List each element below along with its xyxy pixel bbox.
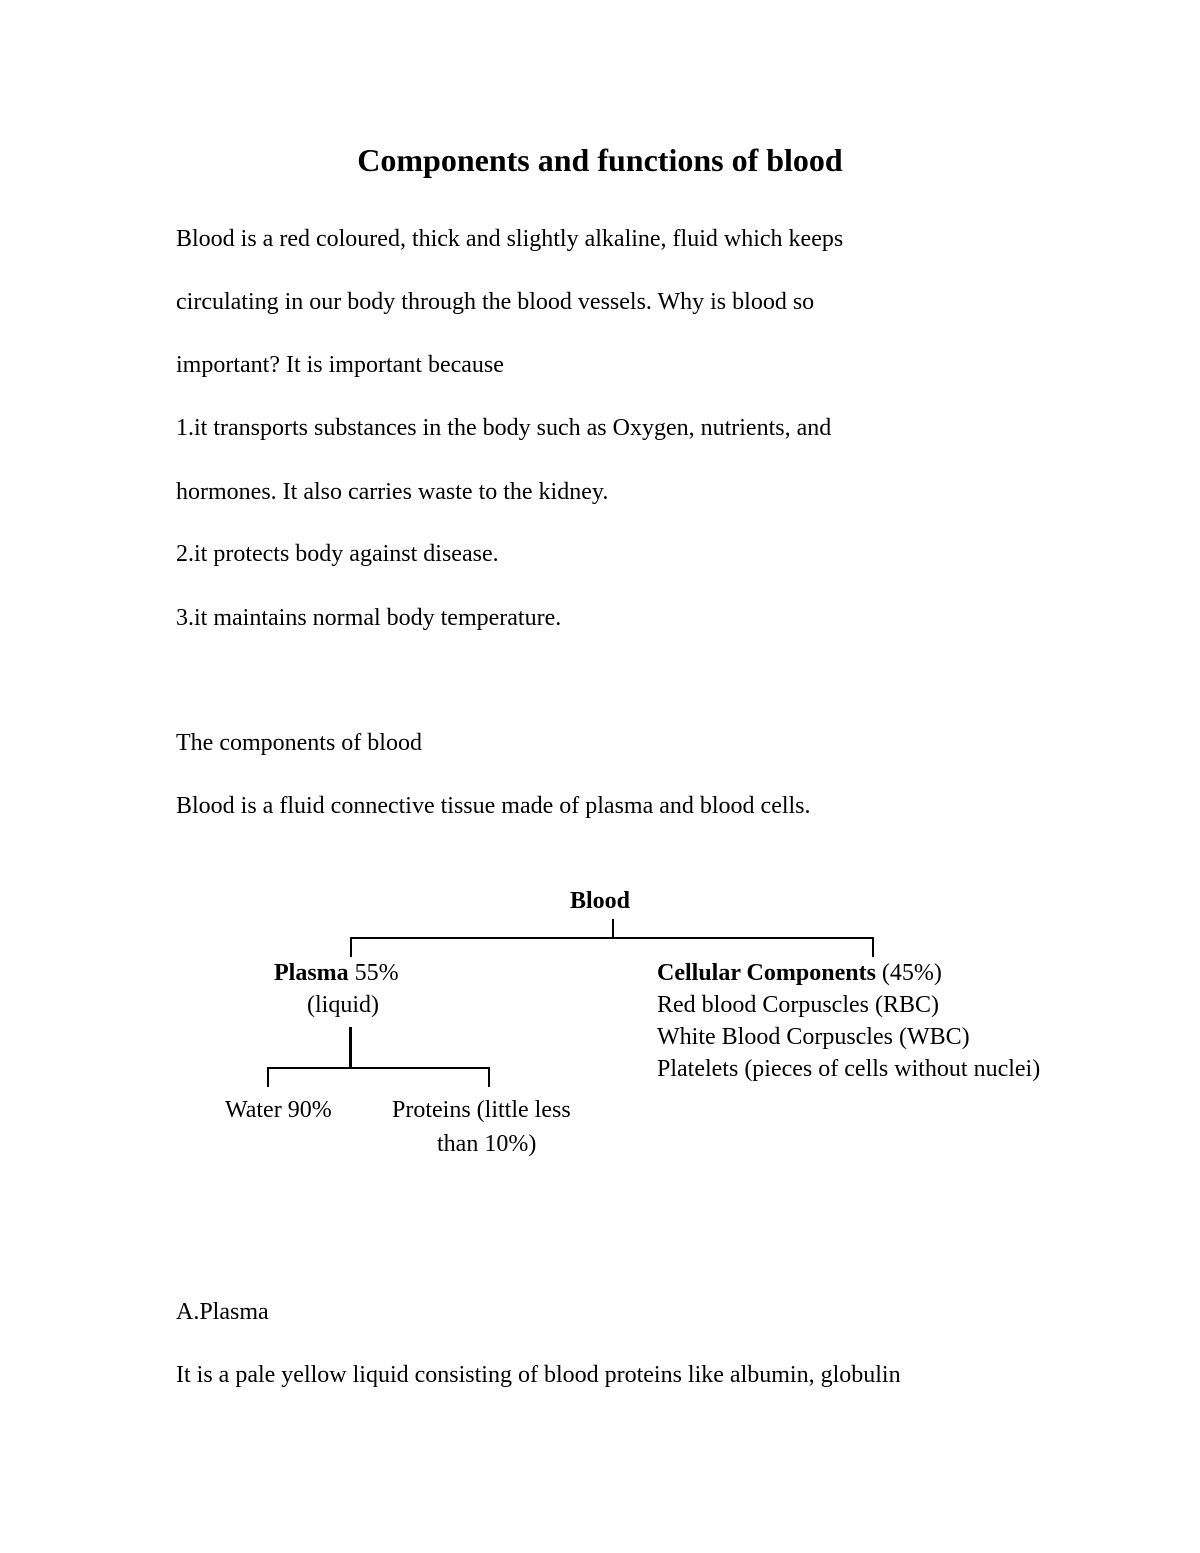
root-stem-line bbox=[612, 919, 614, 938]
cellular-percent: (45%) bbox=[875, 960, 942, 986]
plasma-drop-line bbox=[350, 937, 352, 957]
root-branch-line bbox=[350, 937, 874, 939]
section-a-heading: A.Plasma bbox=[176, 1299, 269, 1325]
plasma-branch-line bbox=[267, 1067, 490, 1069]
cellular-label: Cellular Components bbox=[657, 960, 876, 986]
diagram-root-blood: Blood bbox=[570, 888, 631, 914]
intro-line-6: 2.it protects body against disease. bbox=[176, 541, 499, 567]
proteins-drop-line bbox=[488, 1067, 490, 1087]
plasma-label: Plasma bbox=[274, 960, 349, 986]
blood-components-diagram bbox=[0, 870, 1200, 1180]
components-heading: The components of blood bbox=[176, 730, 422, 756]
plasma-node bbox=[274, 957, 399, 989]
section-a-text: It is a pale yellow liquid consisting of blood proteins like albumin, globulin bbox=[176, 1362, 901, 1388]
plasma-percent: 55% bbox=[348, 960, 399, 986]
intro-line-1: Blood is a red coloured, thick and slightly alkaline, fluid which keeps bbox=[176, 226, 844, 252]
page-title: Components and functions of blood bbox=[357, 142, 843, 178]
components-text: Blood is a fluid connective tissue made of plasma and blood cells. bbox=[176, 793, 811, 819]
cellular-item-platelets: Platelets (pieces of cells without nuclei) bbox=[657, 1056, 1041, 1082]
water-node: Water 90% bbox=[225, 1097, 332, 1123]
intro-line-3: important? It is important because bbox=[176, 352, 504, 378]
intro-line-4: 1.it transports substances in the body such as Oxygen, nutrients, and bbox=[176, 415, 832, 441]
cellular-node bbox=[657, 957, 942, 989]
cellular-item-wbc: White Blood Corpuscles (WBC) bbox=[657, 1024, 970, 1050]
intro-line-5: hormones. It also carries waste to the kidney. bbox=[176, 479, 609, 505]
intro-line-7: 3.it maintains normal body temperature. bbox=[176, 605, 562, 631]
cellular-drop-line bbox=[872, 937, 874, 957]
proteins-node-line-1: Proteins (little less bbox=[392, 1097, 571, 1123]
plasma-stem-line bbox=[349, 1027, 352, 1067]
cellular-item-rbc: Red blood Corpuscles (RBC) bbox=[657, 992, 939, 1018]
plasma-description: (liquid) bbox=[307, 992, 379, 1018]
proteins-node-line-2: than 10%) bbox=[437, 1131, 537, 1157]
water-drop-line bbox=[267, 1067, 269, 1087]
intro-line-2: circulating in our body through the blood vessels. Why is blood so bbox=[176, 289, 815, 315]
